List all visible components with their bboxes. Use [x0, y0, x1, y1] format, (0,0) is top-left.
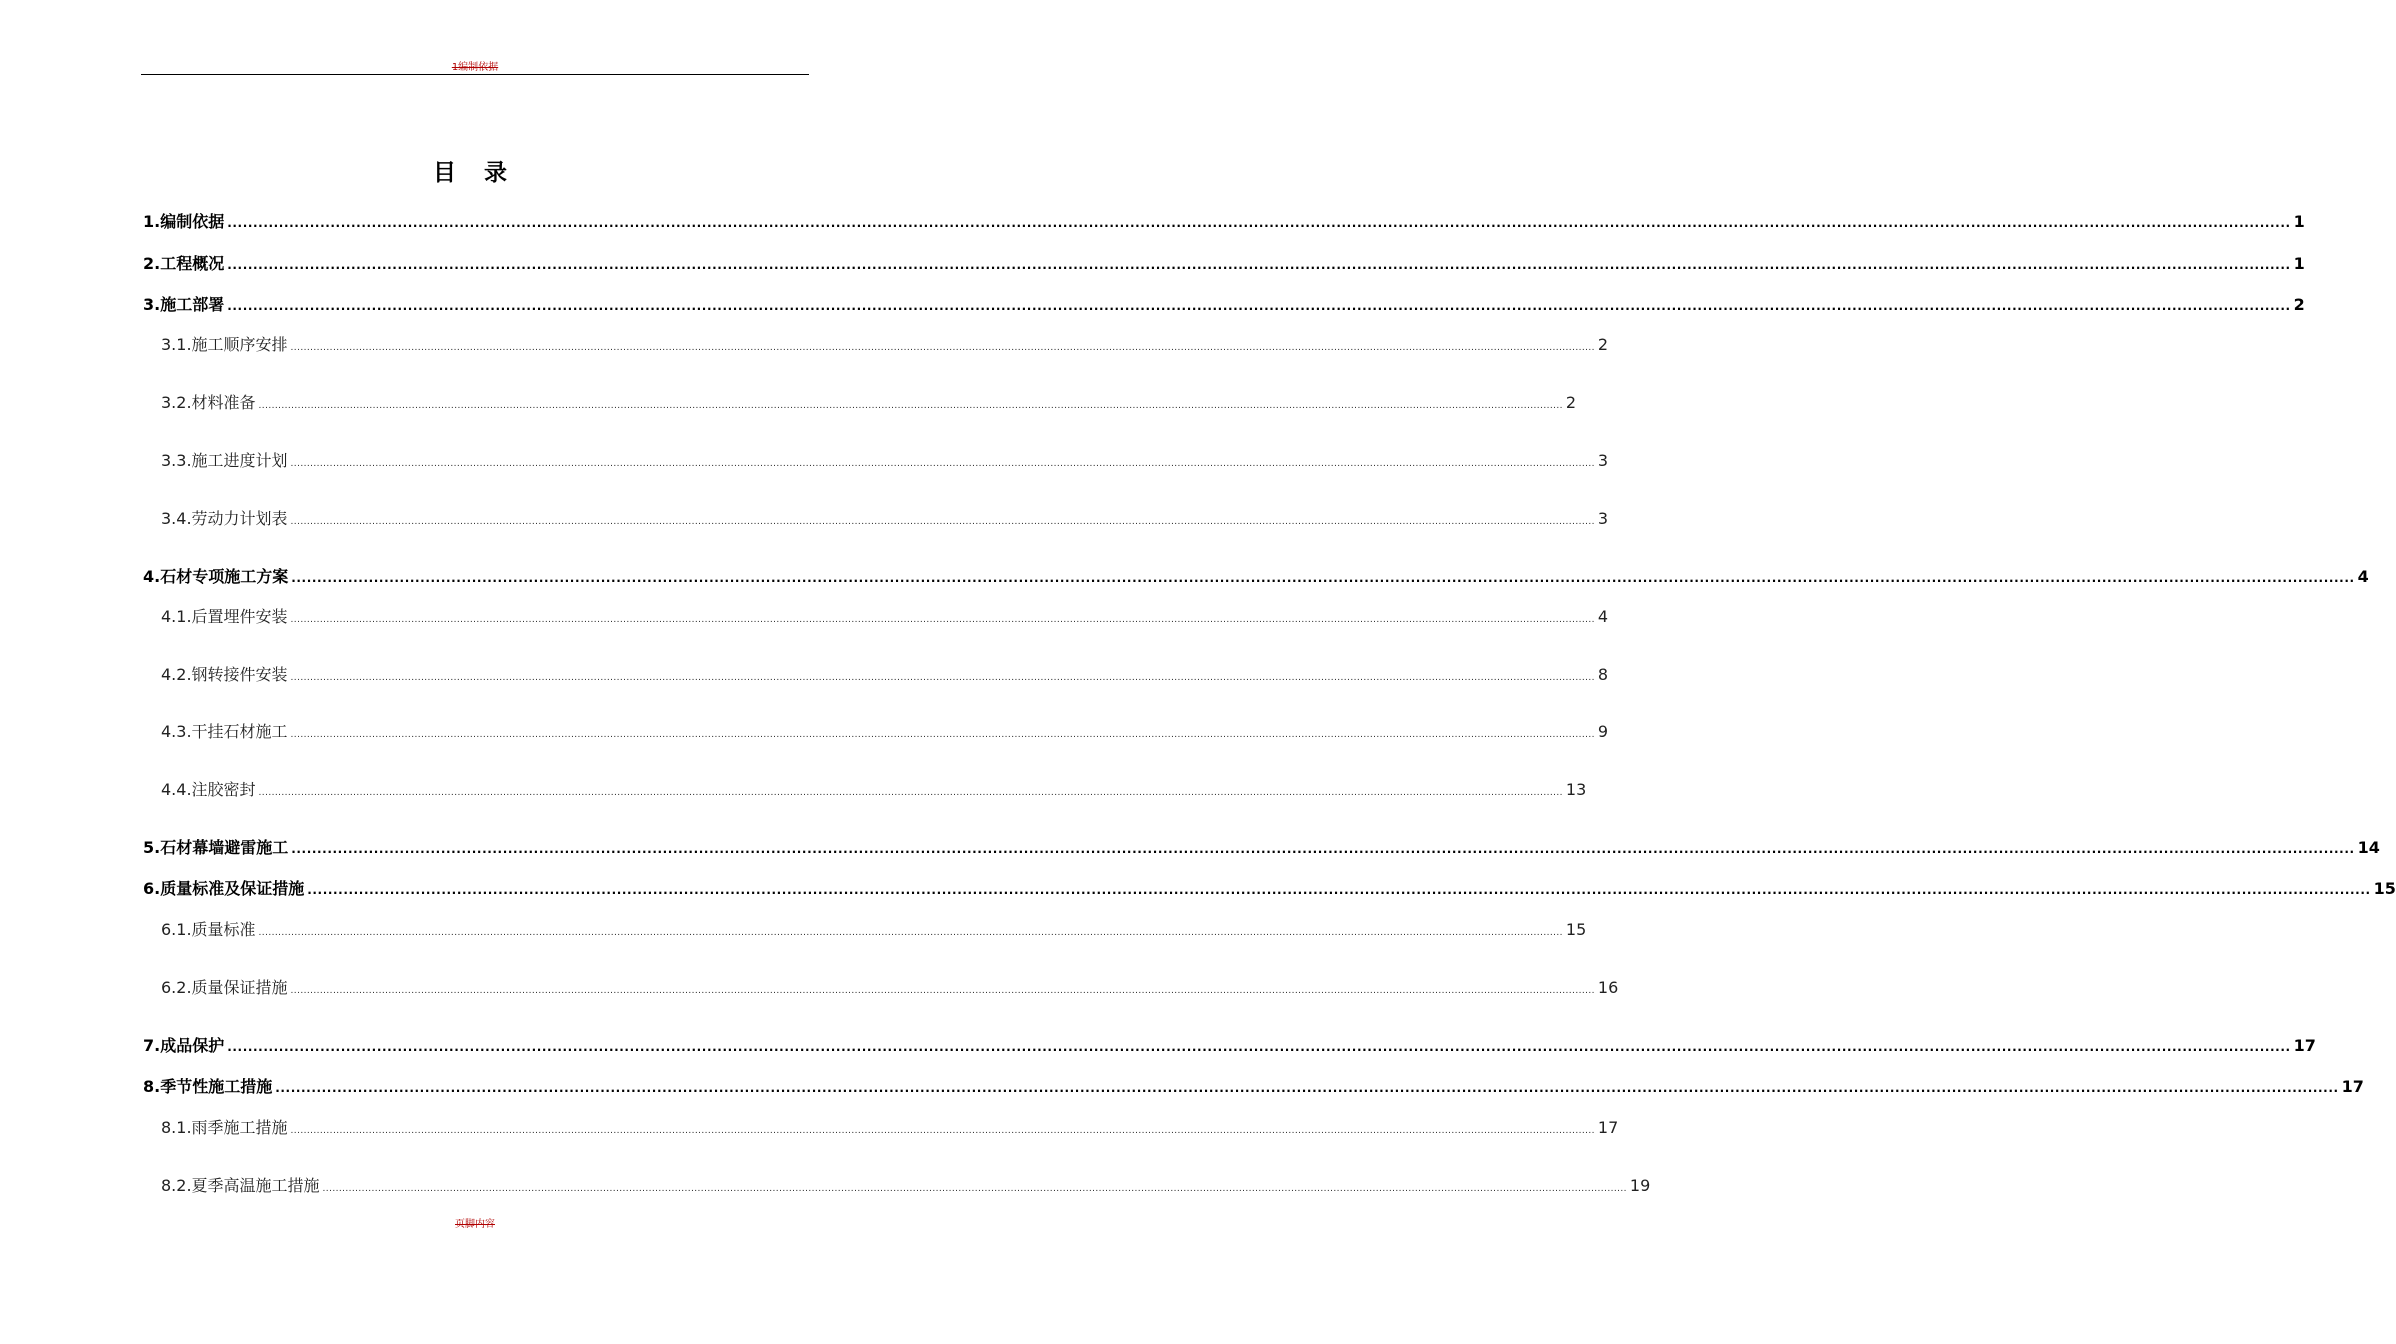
toc-entry-label: 5.石材幕墙避雷施工 [143, 838, 289, 857]
toc-leader-dots: ................................................................................................................................................................................................................................................................................................................................................................................................................ [290, 673, 1595, 683]
toc-entry[interactable] [161, 975, 1619, 998]
toc-entry[interactable] [161, 332, 1609, 355]
toc-entry[interactable] [143, 835, 2380, 858]
toc-entry-label: 4.1.后置埋件安装 [161, 607, 288, 626]
toc-entry[interactable] [161, 604, 1609, 627]
toc-entry-label: 3.施工部署 [143, 295, 225, 314]
toc-entry[interactable] [143, 876, 2396, 899]
toc-leader-dots: ................................................................................................................................................................................................................................................................................................................................................................................................................ [290, 1126, 1595, 1136]
toc-entry-page: 15 [1565, 920, 1587, 939]
toc-entry-page: 17 [2293, 1036, 2316, 1055]
toc-leader-dots: ................................................................................................................................................................................................................................................................................................................................................................................................................ [290, 343, 1595, 353]
toc-entry-page: 2 [2293, 295, 2305, 314]
toc-leader-dots: ................................................................................................................................................................................................................................................................................................................................................................................................................ [307, 883, 2371, 897]
toc-entry-label: 1.编制依据 [143, 212, 225, 231]
toc-entry-page: 4 [2357, 567, 2369, 586]
toc-leader-dots: ................................................................................................................................................................................................................................................................................................................................................................................................................ [290, 730, 1595, 740]
toc-entry-label: 8.1.雨季施工措施 [161, 1118, 288, 1137]
toc-entry-label: 3.4.劳动力计划表 [161, 509, 288, 528]
toc-entry-page: 15 [2373, 879, 2396, 898]
toc-entry[interactable] [143, 209, 2305, 232]
toc-entry-label: 4.3.干挂石材施工 [161, 722, 288, 741]
toc-entry-label: 4.石材专项施工方案 [143, 567, 289, 586]
page-header-text: 1编制依据 [451, 62, 499, 73]
toc-entry[interactable] [161, 917, 1587, 940]
toc-leader-dots: ................................................................................................................................................................................................................................................................................................................................................................................................................ [290, 615, 1595, 625]
toc-entry-page: 2 [1565, 393, 1577, 412]
toc-entry[interactable] [161, 448, 1609, 471]
toc-entry[interactable] [143, 1074, 2364, 1097]
toc-entry-label: 2.工程概况 [143, 254, 225, 273]
toc-leader-dots: ................................................................................................................................................................................................................................................................................................................................................................................................................ [227, 299, 2291, 313]
toc-entry-page: 2 [1597, 335, 1609, 354]
toc-entry[interactable] [143, 251, 2305, 274]
toc-entry[interactable] [143, 564, 2369, 587]
toc-entry[interactable] [161, 719, 1609, 742]
toc-leader-dots: ................................................................................................................................................................................................................................................................................................................................................................................................................ [227, 1040, 2291, 1054]
toc-entry-label: 8.季节性施工措施 [143, 1077, 273, 1096]
toc-entry[interactable] [161, 1115, 1619, 1138]
toc-leader-dots: ................................................................................................................................................................................................................................................................................................................................................................................................................ [227, 216, 2291, 230]
toc-entry-label: 7.成品保护 [143, 1036, 225, 1055]
toc-entry-page: 17 [1597, 1118, 1619, 1137]
toc-entry-page: 9 [1597, 722, 1609, 741]
toc-entry-label: 3.2.材料准备 [161, 393, 256, 412]
toc-entry[interactable] [143, 292, 2305, 315]
toc-leader-dots: ................................................................................................................................................................................................................................................................................................................................................................................................................ [322, 1184, 1627, 1194]
toc-entry-page: 1 [2293, 212, 2305, 231]
toc-leader-dots: ................................................................................................................................................................................................................................................................................................................................................................................................................ [258, 401, 1563, 411]
toc-entry-label: 3.3.施工进度计划 [161, 451, 288, 470]
toc-entry-label: 6.1.质量标准 [161, 920, 256, 939]
toc-entry-label: 4.2.钢转接件安装 [161, 665, 288, 684]
toc-entry[interactable] [161, 506, 1609, 529]
toc-title: 目 录 [432, 160, 517, 186]
toc-entry[interactable] [161, 1173, 1651, 1196]
toc-leader-dots: ................................................................................................................................................................................................................................................................................................................................................................................................................ [275, 1081, 2339, 1095]
toc-entry-label: 4.4.注胶密封 [161, 780, 256, 799]
toc-leader-dots: ................................................................................................................................................................................................................................................................................................................................................................................................................ [291, 842, 2355, 856]
page-footer-text: 页脚内容 [455, 1219, 495, 1230]
toc-entry[interactable] [161, 390, 1577, 413]
toc-entry-label: 3.1.施工顺序安排 [161, 335, 288, 354]
toc-leader-dots: ................................................................................................................................................................................................................................................................................................................................................................................................................ [290, 986, 1595, 996]
header-rule [141, 74, 809, 75]
toc-entry-page: 4 [1597, 607, 1609, 626]
toc-entry-label: 6.质量标准及保证措施 [143, 879, 305, 898]
toc-entry[interactable] [143, 1033, 2316, 1056]
toc-entry[interactable] [161, 777, 1587, 800]
toc-entry-page: 3 [1597, 451, 1609, 470]
toc-leader-dots: ................................................................................................................................................................................................................................................................................................................................................................................................................ [290, 517, 1595, 527]
toc-entry-page: 14 [2357, 838, 2380, 857]
toc-entry-page: 8 [1597, 665, 1609, 684]
toc-entry-page: 17 [2341, 1077, 2364, 1096]
toc-leader-dots: ................................................................................................................................................................................................................................................................................................................................................................................................................ [291, 571, 2355, 585]
toc-leader-dots: ................................................................................................................................................................................................................................................................................................................................................................................................................ [227, 258, 2291, 272]
toc-leader-dots: ................................................................................................................................................................................................................................................................................................................................................................................................................ [290, 459, 1595, 469]
toc-entry[interactable] [161, 662, 1609, 685]
toc-entry-label: 6.2.质量保证措施 [161, 978, 288, 997]
toc-entry-page: 16 [1597, 978, 1619, 997]
toc-leader-dots: ................................................................................................................................................................................................................................................................................................................................................................................................................ [258, 928, 1563, 938]
toc-entry-page: 1 [2293, 254, 2305, 273]
toc-entry-page: 19 [1629, 1176, 1651, 1195]
toc-entry-label: 8.2.夏季高温施工措施 [161, 1176, 320, 1195]
toc-entry-page: 3 [1597, 509, 1609, 528]
toc-leader-dots: ................................................................................................................................................................................................................................................................................................................................................................................................................ [258, 788, 1563, 798]
toc-entry-page: 13 [1565, 780, 1587, 799]
